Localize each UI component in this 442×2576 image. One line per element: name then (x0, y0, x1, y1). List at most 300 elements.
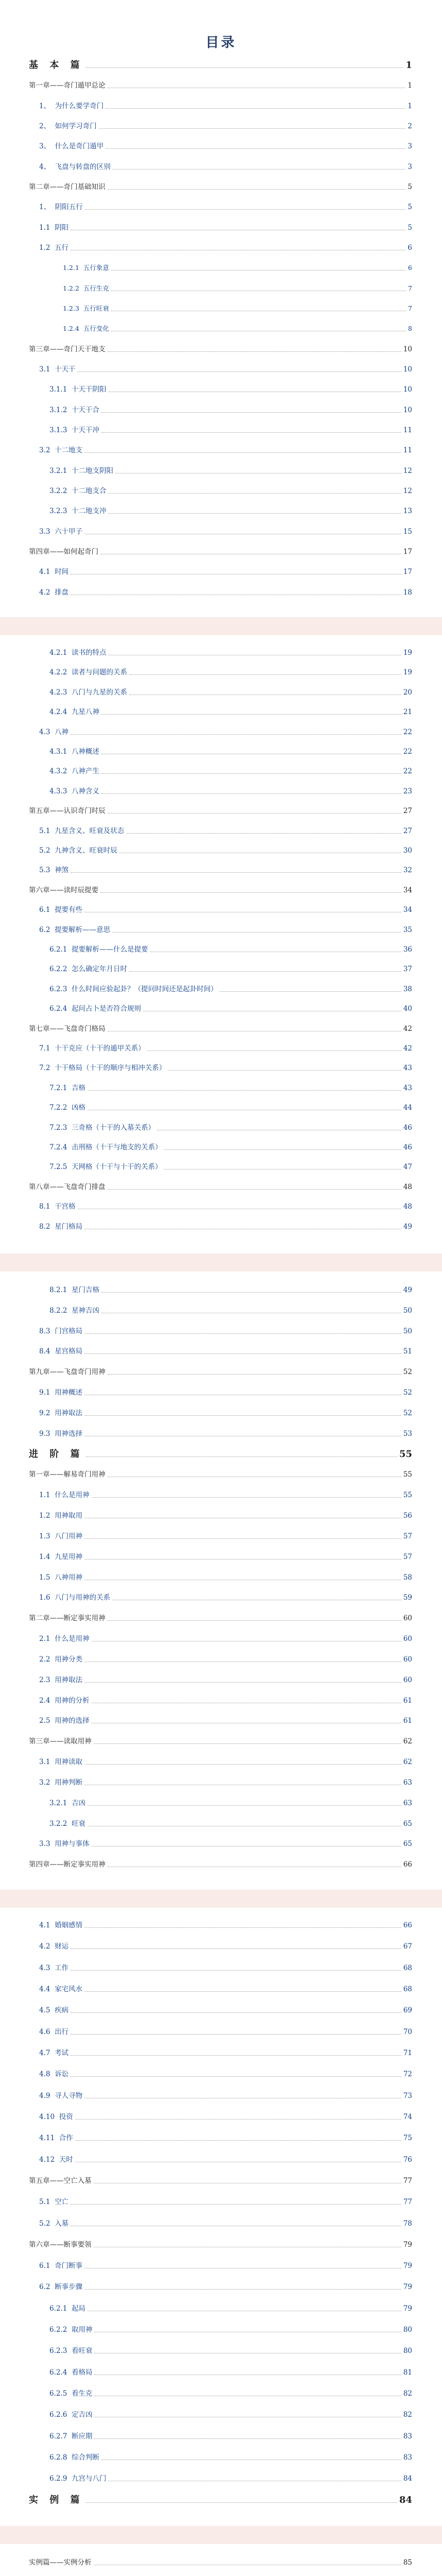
toc-entry-label: 第九章——飞盘奇门用神 (29, 1368, 106, 1376)
toc-entry[interactable] (29, 1182, 412, 1192)
toc-entry-label: 八神 (55, 728, 69, 736)
toc-entry-page-number: 59 (403, 1594, 412, 1602)
toc-entry-number: 8.1 (39, 1202, 55, 1211)
toc-entry[interactable] (39, 2006, 412, 2015)
toc-entry[interactable] (49, 385, 412, 394)
toc-entry-number: 3.3 (39, 1840, 55, 1848)
dot-leader (78, 371, 401, 372)
toc-entry[interactable] (39, 1963, 412, 1973)
toc-entry-number: 1.3 (39, 1532, 55, 1540)
toc-entry-label: 八门用神 (55, 1532, 83, 1540)
toc-entry-page-number: 52 (403, 1368, 412, 1376)
toc-entry-label: 提要解析——什么是提要 (71, 945, 148, 954)
toc-entry-label: 五行变化 (83, 325, 109, 332)
toc-entry-number: 4.12 (39, 2156, 59, 2164)
toc-entry-number: 6.1 (39, 906, 55, 914)
toc-entry-number: 7.2.4 (49, 1143, 72, 1151)
toc-entry-page-number: 37 (403, 965, 412, 973)
toc-entry-number: 6.2.4 (49, 2368, 72, 2377)
toc-entry[interactable] (39, 2219, 412, 2228)
toc-entry-label: 第二章——奇门基础知识 (29, 183, 106, 191)
toc-entry[interactable] (39, 588, 412, 597)
toc-entry-label: 读者与问题的关系 (71, 668, 127, 676)
toc-entry[interactable] (39, 243, 412, 252)
toc-entry-label: 第一章——解易奇门用神 (29, 1470, 106, 1479)
toc-entry-label: 天网格（十干与十干的关系） (71, 1163, 162, 1171)
toc-entry-page-number: 43 (403, 1064, 412, 1072)
toc-entry-page-number: 11 (403, 446, 412, 454)
toc-entry[interactable] (39, 2091, 412, 2100)
toc-entry-page-number: 79 (403, 2241, 412, 2249)
toc-entry-page-number: 75 (403, 2134, 412, 2142)
toc-entry[interactable] (49, 1103, 412, 1112)
dot-leader (71, 872, 401, 873)
toc-entry-label: 吉格 (71, 1084, 86, 1092)
toc-entry-label: 星门格局 (55, 1223, 83, 1231)
toc-entry-number: 4.2.2 (49, 668, 72, 676)
toc-entry[interactable] (63, 284, 412, 293)
toc-entry[interactable] (29, 61, 412, 70)
toc-entry-label: 起问占卜是否符合规则 (71, 1005, 141, 1013)
toc-entry[interactable] (49, 1083, 412, 1093)
toc-entry-number: 3.1 (39, 1758, 55, 1766)
toc-entry[interactable] (29, 2496, 412, 2505)
toc-entry-page-number: 23 (403, 787, 412, 795)
toc-entry-number: 1.2 (39, 1512, 55, 1520)
toc-entry-page-number: 55 (403, 1470, 412, 1479)
toc-entry-label: 星神吉凶 (71, 1307, 99, 1315)
toc-entry[interactable] (49, 426, 412, 435)
toc-entry-label: 疾病 (55, 2006, 69, 2014)
dot-leader (112, 932, 401, 933)
toc-entry[interactable] (29, 806, 412, 816)
toc-entry[interactable] (39, 1757, 412, 1767)
toc-entry-page-number: 22 (403, 748, 412, 756)
toc-entry-label: 旺衰 (71, 1820, 86, 1828)
toc-entry[interactable] (49, 2346, 412, 2355)
dot-leader (86, 1456, 397, 1457)
toc-entry[interactable] (39, 2133, 412, 2143)
toc-entry-page-number: 84 (399, 2495, 412, 2505)
toc-entry[interactable] (49, 2453, 412, 2462)
toc-entry-label: 十二地支合 (71, 487, 107, 495)
toc-entry-page-number: 58 (403, 1573, 412, 1582)
toc-entry-page-number: 46 (403, 1143, 412, 1151)
toc-entry-page-number: 7 (408, 304, 412, 312)
toc-entry[interactable] (49, 1285, 412, 1295)
dot-leader (71, 1948, 401, 1949)
toc-entry[interactable] (49, 1143, 412, 1152)
toc-entry[interactable] (49, 1799, 412, 1808)
toc-entry-page-number: 49 (403, 1223, 412, 1231)
toc-entry[interactable] (39, 1490, 412, 1500)
toc-entry[interactable] (49, 466, 412, 476)
toc-entry[interactable] (29, 2240, 412, 2249)
toc-entry-page-number: 71 (403, 2049, 412, 2057)
toc-entry[interactable] (39, 1511, 412, 1520)
dot-leader (86, 2502, 397, 2503)
dot-leader (84, 1764, 401, 1765)
toc-entry[interactable] (49, 1819, 412, 1828)
toc-entry-page-number: 74 (403, 2113, 412, 2121)
toc-entry-page-number: 20 (403, 688, 412, 697)
toc-entry-number: 9.2 (39, 1409, 55, 1417)
toc-entry[interactable] (49, 945, 412, 954)
toc-entry-page-number: 51 (403, 1347, 412, 1355)
toc-entry[interactable] (49, 1306, 412, 1315)
toc-entry-label: 十二地支冲 (71, 507, 107, 515)
toc-entry[interactable] (39, 1552, 412, 1562)
dot-leader (71, 1970, 401, 1971)
toc-entry-number: 3.2.1 (49, 1799, 72, 1807)
toc-entry[interactable] (39, 1593, 412, 1602)
toc-entry[interactable] (39, 727, 412, 737)
dot-leader (129, 971, 401, 972)
toc-entry[interactable] (39, 866, 412, 875)
toc-entry[interactable] (39, 223, 412, 232)
toc-entry-label: 用神取法 (55, 1409, 83, 1417)
toc-entry-label: 第一章——奇门遁甲总论 (29, 81, 106, 90)
dot-leader (71, 2055, 401, 2056)
toc-entry-label: 十天干 (55, 365, 76, 374)
toc-entry[interactable] (49, 405, 412, 415)
toc-entry-label: 九神含义、旺衰时辰 (55, 846, 117, 855)
toc-entry[interactable] (39, 1347, 412, 1356)
toc-entry[interactable] (39, 1222, 412, 1231)
toc-entry-page-number: 1 (407, 81, 412, 90)
toc-entry-number: 3、 (39, 142, 55, 150)
toc-entry-label: 断事步骤 (55, 2283, 83, 2291)
toc-entry-label: 什么是奇门遁甲 (55, 142, 104, 150)
toc-entry-page-number: 55 (399, 1449, 412, 1460)
toc-entry[interactable] (29, 345, 412, 354)
toc-entry-label: 天时 (59, 2156, 73, 2164)
toc-entry-number: 6.2.2 (49, 965, 72, 973)
toc-entry-label: 什么是用神 (55, 1635, 90, 1643)
toc-entry[interactable] (39, 142, 412, 151)
toc-entry-page-number: 49 (403, 1286, 412, 1294)
toc-entry[interactable] (49, 767, 412, 776)
toc-entry-label: 用神的分析 (55, 1697, 90, 1705)
toc-entry-label: 寻人寻物 (55, 2092, 83, 2100)
toc-entry-label: 星宫格局 (55, 1347, 83, 1355)
toc-entry-page-number: 67 (403, 1942, 412, 1951)
toc-entry-number: 3.2 (39, 1778, 55, 1787)
dot-leader (71, 734, 401, 735)
toc-entry[interactable] (39, 2070, 412, 2079)
toc-entry[interactable] (63, 263, 412, 273)
toc-entry[interactable] (49, 2432, 412, 2441)
toc-entry-page-number: 22 (403, 767, 412, 775)
toc-entry[interactable] (39, 1388, 412, 1397)
toc-entry-page-number: 10 (403, 365, 412, 374)
toc-entry-label: 第四章——断定事实用神 (29, 1860, 106, 1869)
toc-entry-number: 6.2.2 (49, 2326, 72, 2334)
toc-entry[interactable] (49, 1004, 412, 1013)
dot-leader (147, 1050, 401, 1051)
toc-entry-label: 看格局 (71, 2368, 93, 2377)
toc-entry[interactable] (39, 1634, 412, 1643)
toc-entry-label: 用神分类 (55, 1655, 83, 1664)
toc-entry-page-number: 62 (403, 1758, 412, 1766)
dot-leader (84, 2289, 401, 2290)
toc-entry[interactable] (49, 787, 412, 796)
toc-entry-label: 用神取法 (55, 1676, 83, 1684)
toc-entry-number: 6.2.1 (49, 2304, 72, 2313)
toc-entry[interactable] (29, 1737, 412, 1746)
toc-entry-page-number: 68 (403, 1985, 412, 1993)
toc-entry[interactable] (39, 1655, 412, 1664)
toc-entry-number: 7.2.1 (49, 1084, 72, 1092)
toc-entry-page-number: 11 (403, 426, 412, 434)
toc-entry[interactable] (29, 1860, 412, 1869)
toc-entry-page-number: 38 (403, 985, 412, 993)
toc-entry[interactable] (49, 964, 412, 974)
toc-entry[interactable] (63, 324, 412, 333)
toc-entry[interactable] (39, 1921, 412, 1930)
toc-entry-number: 7.1 (39, 1044, 55, 1053)
toc-entry-label: 五行象意 (83, 264, 109, 272)
toc-entry-page-number: 5 (407, 224, 412, 232)
toc-entry[interactable] (39, 846, 412, 855)
toc-entry[interactable] (39, 1044, 412, 1053)
dot-leader (99, 128, 406, 129)
toc-entry[interactable] (39, 162, 412, 172)
toc-entry-label: 实 例 篇 (29, 2495, 84, 2505)
toc-entry[interactable] (29, 1367, 412, 1377)
dot-leader (108, 351, 401, 352)
toc-entry[interactable] (63, 304, 412, 313)
toc-entry[interactable] (29, 886, 412, 895)
toc-entry-number: 3.1.2 (49, 406, 72, 414)
dot-leader (129, 674, 401, 675)
toc-entry[interactable] (39, 2197, 412, 2207)
toc-entry[interactable] (39, 2261, 412, 2270)
toc-entry-number: 1.2.1 (63, 264, 83, 272)
toc-entry-number: 2.5 (39, 1717, 55, 1725)
toc-entry-label: 第六章——断事要领 (29, 2241, 92, 2249)
toc-entry-page-number: 82 (403, 2389, 412, 2398)
toc-entry-page-number: 50 (403, 1327, 412, 1335)
toc-entry-page-number: 3 (407, 142, 412, 150)
dot-leader (84, 1333, 401, 1334)
toc-entry-number: 3.2 (39, 446, 55, 454)
toc-entry-page-number: 10 (403, 406, 412, 414)
toc-entry[interactable] (39, 1985, 412, 1994)
toc-entry-page-number: 78 (403, 2219, 412, 2228)
toc-entry-label: 五行旺衰 (83, 304, 109, 312)
toc-entry-number: 7.2.5 (49, 1163, 72, 1171)
toc-entry[interactable] (39, 1839, 412, 1849)
dot-leader (108, 513, 401, 514)
toc-entry-number: 6.2.7 (49, 2432, 72, 2441)
toc-entry-label: 取用神 (71, 2326, 93, 2334)
dot-leader (94, 2438, 401, 2439)
toc-entry-page-number: 10 (403, 385, 412, 394)
toc-entry-number: 7.2 (39, 1064, 55, 1072)
toc-entry-number: 2、 (39, 122, 55, 130)
toc-entry-number: 1.1 (39, 1491, 55, 1499)
toc-entry-page-number: 6 (408, 264, 412, 272)
toc-entry-number: 4.3 (39, 728, 55, 736)
toc-entry[interactable] (39, 1716, 412, 1725)
toc-entry-page-number: 27 (403, 827, 412, 835)
toc-entry-page-number: 73 (403, 2092, 412, 2100)
toc-entry[interactable] (39, 1696, 412, 1705)
toc-entry-page-number: 3 (407, 163, 412, 171)
toc-entry-label: 看生克 (71, 2389, 93, 2398)
toc-entry-number: 5.3 (39, 866, 55, 874)
toc-entry-page-number: 21 (403, 708, 412, 716)
toc-entry[interactable] (49, 707, 412, 717)
toc-entry[interactable] (39, 1778, 412, 1787)
toc-entry-number: 2.2 (39, 1655, 55, 1664)
toc-entry-page-number: 7 (408, 284, 412, 292)
toc-entry-page-number: 53 (403, 1430, 412, 1438)
toc-entry-label: 六十甲子 (55, 528, 83, 536)
toc-entry-page-number: 56 (403, 1512, 412, 1520)
toc-entry[interactable] (29, 1470, 412, 1479)
toc-entry[interactable] (39, 2048, 412, 2058)
toc-entry[interactable] (49, 506, 412, 516)
toc-entry[interactable] (39, 567, 412, 577)
toc-entry-number: 1.6 (39, 1594, 55, 1602)
toc-entry[interactable] (39, 1327, 412, 1336)
toc-entry[interactable] (49, 2389, 412, 2398)
toc-entry[interactable] (29, 1024, 412, 1033)
toc-entry[interactable] (49, 2410, 412, 2419)
toc-entry-page-number: 52 (403, 1388, 412, 1397)
toc-entry[interactable] (39, 2282, 412, 2292)
toc-entry[interactable] (39, 1202, 412, 1211)
toc-entry-number: 4.9 (39, 2092, 55, 2100)
toc-entry[interactable] (39, 1675, 412, 1685)
toc-entry[interactable] (39, 1063, 412, 1073)
toc-entry-page-number: 15 (403, 528, 412, 536)
toc-entry-label: 投资 (59, 2113, 73, 2121)
toc-entry-page-number: 55 (403, 1491, 412, 1499)
toc-entry-number: 4.2 (39, 588, 55, 597)
toc-entry-number: 6.2.6 (49, 2411, 72, 2419)
toc-entry-page-number: 60 (403, 1614, 412, 1622)
toc-entry[interactable] (29, 2558, 412, 2567)
dot-leader (84, 1415, 401, 1416)
toc-entry[interactable] (39, 1532, 412, 1541)
toc-entry-label: 用神的选择 (55, 1717, 90, 1725)
toc-entry-label: 什么是用神 (55, 1491, 90, 1499)
dot-leader (108, 813, 401, 814)
toc-entry-number: 2.4 (39, 1697, 55, 1705)
toc-entry[interactable] (49, 648, 412, 657)
toc-entry[interactable] (39, 1942, 412, 1951)
toc-entry[interactable] (49, 2368, 412, 2377)
toc-entry[interactable] (39, 1409, 412, 1418)
toc-entry-label: 第四章——如何起奇门 (29, 548, 98, 556)
toc-entry-label: 排盘 (55, 588, 69, 597)
dot-leader (101, 793, 401, 794)
toc-entry[interactable] (39, 527, 412, 536)
toc-entry[interactable] (49, 668, 412, 677)
toc-entry-label: 空亡 (55, 2198, 69, 2206)
toc-entry[interactable] (39, 1429, 412, 1438)
toc-entry[interactable] (39, 2027, 412, 2037)
toc-entry-number: 4.5 (39, 2006, 55, 2014)
toc-entry[interactable] (49, 486, 412, 496)
toc-entry[interactable] (39, 826, 412, 836)
toc-entry-label: 家宅风水 (55, 1985, 83, 1993)
toc-entry-page-number: 42 (403, 1044, 412, 1053)
toc-entry-label: 考试 (55, 2049, 69, 2057)
toc-entry-page-number: 17 (403, 548, 412, 556)
toc-entry-number: 1.2.2 (63, 284, 83, 292)
toc-entry[interactable] (29, 1450, 412, 1459)
toc-entry-number: 4.11 (39, 2134, 59, 2142)
toc-entry[interactable] (39, 446, 412, 455)
toc-entry[interactable] (39, 925, 412, 935)
toc-entry-label: 第二章——断定事实用神 (29, 1614, 106, 1622)
toc-entry-label: 奇门断事 (55, 2262, 83, 2270)
toc-entry[interactable] (49, 2474, 412, 2483)
toc-entry-number: 8.2.2 (49, 1307, 72, 1315)
toc-entry-page-number: 44 (403, 1104, 412, 1112)
toc-entry-label: 阴阳五行 (55, 203, 83, 211)
toc-entry[interactable] (39, 2155, 412, 2164)
toc-entry[interactable] (49, 747, 412, 756)
toc-entry[interactable] (39, 122, 412, 131)
toc-entry[interactable] (39, 905, 412, 914)
dot-leader (129, 694, 401, 695)
toc-entry-label: 五行 (55, 244, 69, 252)
dot-leader (101, 412, 401, 413)
toc-entry[interactable] (39, 101, 412, 111)
toc-entry[interactable] (39, 2112, 412, 2122)
toc-entry-page-number: 48 (403, 1183, 412, 1191)
toc-entry-number: 6.2.5 (49, 2389, 72, 2398)
toc-entry-label: 星门吉格 (71, 1286, 99, 1294)
toc-entry[interactable] (29, 547, 412, 556)
toc-entry-page-number: 61 (403, 1717, 412, 1725)
dot-leader (75, 2140, 401, 2141)
toc-entry-label: 起局 (71, 2304, 86, 2313)
toc-entry-label: 第六章——读时辰提要 (29, 886, 98, 894)
toc-entry-page-number: 1 (405, 60, 412, 71)
toc-entry[interactable] (29, 1614, 412, 1623)
toc-entry[interactable] (49, 688, 412, 697)
toc-entry[interactable] (29, 2176, 412, 2185)
dot-leader (75, 2119, 401, 2120)
toc-entry-label: 诉讼 (55, 2070, 69, 2078)
toc-entry[interactable] (29, 81, 412, 90)
toc-entry[interactable] (39, 365, 412, 374)
toc-entry[interactable] (49, 1123, 412, 1132)
toc-entry-page-number: 46 (403, 1124, 412, 1132)
toc-entry[interactable] (49, 1162, 412, 1172)
toc-entry[interactable] (39, 1573, 412, 1582)
toc-entry[interactable] (29, 182, 412, 192)
toc-entry-page-number: 12 (403, 467, 412, 475)
toc-entry-label: 十二地支阴阳 (71, 467, 113, 475)
toc-entry[interactable] (49, 985, 412, 994)
toc-entry[interactable] (49, 2304, 412, 2313)
toc-entry-page-number: 50 (403, 1307, 412, 1315)
toc-entry[interactable] (49, 2325, 412, 2334)
toc-entry-label: 八神含义 (71, 787, 99, 795)
toc-entry[interactable] (39, 202, 412, 212)
toc-entry-page-number: 65 (403, 1820, 412, 1828)
toc-entry-number: 4.4 (39, 1985, 55, 1993)
toc-entry-page-number: 12 (403, 487, 412, 495)
document-title: 目录 (205, 35, 236, 50)
